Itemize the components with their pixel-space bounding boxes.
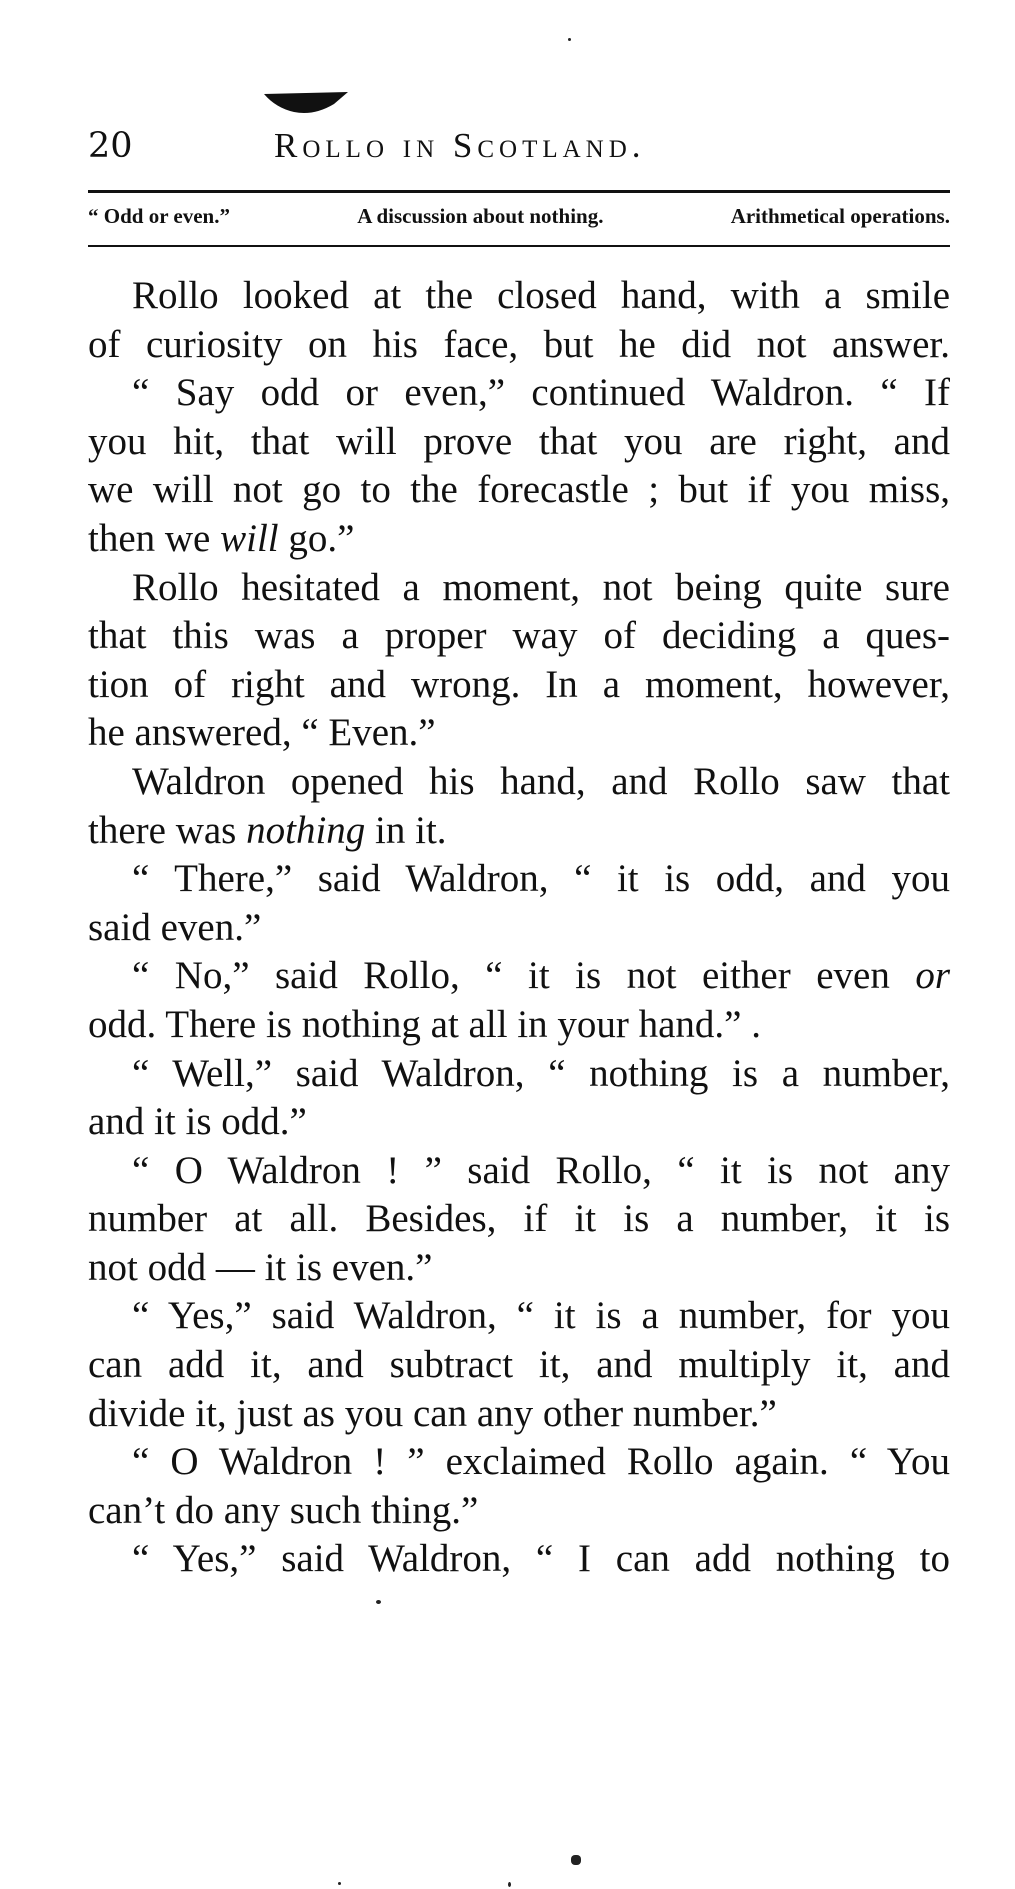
text-line: not odd — it is even.” bbox=[88, 1245, 433, 1289]
italic-word: nothing bbox=[246, 808, 366, 852]
text-line: that this was a proper way of deciding a ques- bbox=[88, 614, 950, 658]
book-page bbox=[88, 0, 950, 1889]
text-line: “ Say odd or even,” continued Waldron. “ If bbox=[132, 371, 950, 415]
italic-word: or bbox=[915, 954, 950, 998]
text-line bbox=[88, 515, 950, 564]
ink-speck bbox=[376, 1600, 381, 1604]
text-line: Rollo hesitated a moment, not being quite sure bbox=[132, 565, 950, 609]
text-line: Rollo looked at the closed hand, with a smile bbox=[132, 274, 950, 317]
text-line: of curiosity on his face, but he did not answer. bbox=[88, 322, 950, 366]
header-rule-top bbox=[88, 190, 950, 193]
topic-item: Arithmetical operations. bbox=[730, 204, 950, 228]
topic-summary bbox=[88, 204, 950, 238]
text-line: “ O Waldron ! ” said Rollo, “ it is not any bbox=[132, 1148, 950, 1192]
text-fragment: there was bbox=[88, 808, 247, 852]
ink-speck bbox=[571, 1855, 581, 1865]
text-line: we will not go to the forecastle ; but if you miss, bbox=[88, 468, 950, 512]
text-line: “ O Waldron ! ” exclaimed Rollo again. “ You bbox=[132, 1440, 950, 1484]
page-number: 20 bbox=[88, 126, 133, 166]
running-head bbox=[88, 120, 950, 168]
text-line: divide it, just as you can any other number.” bbox=[88, 1391, 777, 1435]
text-line bbox=[88, 952, 950, 1001]
text-line: “ Yes,” said Waldron, “ I can add nothing to bbox=[132, 1537, 950, 1581]
text-line: number at all. Besides, if it is a number, it is bbox=[88, 1197, 950, 1241]
text-line: can’t do any such thing.” bbox=[88, 1488, 479, 1532]
header-rule-bottom bbox=[88, 245, 950, 247]
ink-speck bbox=[508, 1882, 511, 1887]
text-fragment: then we bbox=[88, 516, 221, 560]
text-line: “ Yes,” said Waldron, “ it is a number, for you bbox=[132, 1294, 950, 1338]
ink-speck bbox=[338, 1882, 341, 1885]
text-line: he answered, “ Even.” bbox=[88, 711, 436, 755]
topic-item: “ Odd or even.” bbox=[88, 204, 230, 228]
text-line bbox=[88, 807, 950, 856]
ink-blot-mark bbox=[264, 92, 348, 116]
text-line: said even.” bbox=[88, 905, 262, 949]
text-line: odd. There is nothing at all in your hand.” . bbox=[88, 1002, 761, 1046]
text-line: tion of right and wrong. In a moment, however, bbox=[88, 662, 950, 706]
text-line: you hit, that will prove that you are right, and bbox=[88, 419, 950, 463]
body-text bbox=[88, 272, 950, 1584]
text-line: “ There,” said Waldron, “ it is odd, and you bbox=[132, 857, 950, 901]
text-line: can add it, and subtract it, and multiply it, and bbox=[88, 1343, 950, 1387]
text-line: Waldron opened his hand, and Rollo saw that bbox=[132, 759, 950, 803]
text-line: “ Well,” said Waldron, “ nothing is a number, bbox=[132, 1051, 950, 1095]
text-line: and it is odd.” bbox=[88, 1100, 307, 1144]
text-fragment: “ No,” said Rollo, “ it is not either even bbox=[132, 954, 916, 998]
italic-word: will bbox=[220, 516, 279, 560]
ink-speck bbox=[568, 38, 571, 41]
topic-item: A discussion about nothing. bbox=[357, 204, 604, 228]
text-fragment: go.” bbox=[278, 516, 355, 560]
text-fragment: in it. bbox=[365, 808, 447, 852]
running-title: Rollo in Scotland. bbox=[274, 126, 646, 165]
